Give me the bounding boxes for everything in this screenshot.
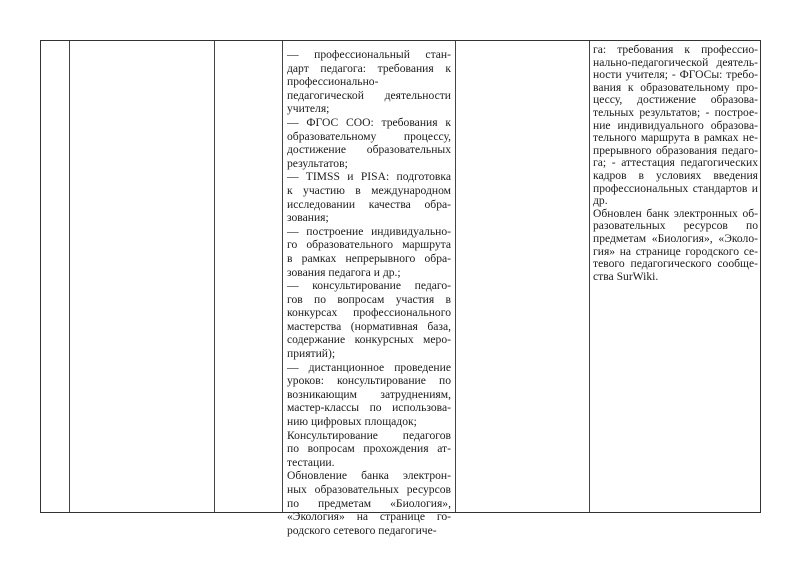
text-line: по вопросам прохождения ат- — [287, 442, 451, 456]
text-line: мастер-классы по использова- — [287, 401, 451, 415]
table-cell-results — [593, 41, 758, 512]
column-divider — [589, 41, 590, 512]
text-line: га; - аттестация педагогических — [593, 157, 758, 170]
text-line: Обновлен банк электронных об- — [593, 207, 758, 220]
paragraph — [593, 208, 758, 284]
text-line: ных образовательных ресурсов — [287, 483, 451, 496]
column-divider — [282, 41, 283, 512]
text-line: — построение индивидуально- — [287, 224, 451, 238]
text-line: педагогической деятельности — [287, 88, 451, 102]
paragraph — [287, 116, 451, 170]
column-divider — [214, 41, 215, 512]
column-divider — [69, 41, 70, 512]
text-line: прерывного образования педаго- — [593, 144, 758, 157]
text-line: — ФГОС СОО: требования к — [287, 115, 451, 129]
paragraph — [593, 44, 758, 208]
text-line: Обновление банка электрон- — [287, 469, 451, 483]
text-line: вания к образовательному про- — [593, 81, 758, 94]
text-line: — дистанционное проведение — [287, 360, 451, 374]
text-line: профессионально- — [287, 75, 379, 89]
text-line: цессу, достижение образова- — [593, 94, 758, 107]
text-line: нию цифровых площадок; — [287, 415, 417, 429]
text-line: разовательных ресурсов по — [593, 220, 758, 233]
text-line: ние индивидуального образова- — [593, 119, 758, 132]
paragraph — [287, 361, 451, 429]
text-line: тельных результатов; - построе- — [593, 106, 758, 119]
text-line: приятий); — [287, 347, 336, 361]
text-line: учителя; — [287, 102, 330, 116]
paragraph — [287, 279, 451, 361]
text-line: по предметам «Биология», — [287, 496, 451, 510]
text-line: ства SurWiki. — [593, 270, 659, 283]
text-line: к участию в международном — [287, 183, 451, 197]
paragraph — [287, 225, 451, 279]
text-line: дарт педагога: требования к — [287, 61, 451, 75]
text-line: гия» на странице городского се- — [593, 245, 758, 258]
text-line: гов по вопросам участия в — [287, 292, 451, 306]
text-line: Консультирование педагогов — [287, 428, 451, 442]
text-line: тестации. — [287, 455, 335, 469]
text-line: достижение образовательных — [287, 143, 451, 157]
text-line: ности учителя; - ФГОСы: требо- — [593, 69, 758, 82]
text-line: тевого педагогического сообще- — [593, 258, 758, 271]
text-line: нально-педагогической деятель- — [593, 56, 758, 69]
text-line: мастерства (нормативная база, — [287, 319, 451, 333]
text-line: др. — [593, 195, 608, 208]
text-line: «Экология» на странице го- — [287, 510, 451, 524]
text-line: содержание конкурсных меро- — [287, 333, 451, 347]
column-divider — [455, 41, 456, 512]
paragraph — [287, 170, 451, 224]
text-line: зования педагога и др.; — [287, 265, 401, 279]
text-line: образовательному процессу, — [287, 129, 451, 143]
paragraph — [287, 48, 451, 116]
text-line: родского сетевого педагогиче- — [287, 523, 437, 537]
text-line: го образовательного маршрута — [287, 238, 451, 252]
text-line: — TIMSS и PISA: подготовка — [287, 170, 451, 184]
text-line: кадров в условиях введения — [593, 169, 758, 182]
table-cell-activities — [287, 41, 451, 537]
paragraph — [287, 429, 451, 470]
text-line: предметам «Биология», «Эколо- — [593, 232, 758, 245]
text-line: исследовании качества обра- — [287, 197, 451, 211]
text-line: конкурсах профессионального — [287, 306, 451, 320]
text-line: — профессиональный стан- — [287, 48, 451, 61]
text-line: в рамках непрерывного обра- — [287, 251, 451, 265]
text-line: возникающим затруднениям, — [287, 387, 451, 401]
text-line: профессиональных стандартов и — [593, 182, 758, 195]
document-table — [40, 40, 761, 537]
text-line: уроков: консультирование по — [287, 374, 451, 388]
text-line: га: требования к профессио- — [593, 44, 758, 56]
text-line: зования; — [287, 211, 329, 225]
text-line: тельного маршрута в рамках не- — [593, 132, 758, 145]
paragraph — [287, 469, 451, 537]
text-line: — консультирование педаго- — [287, 279, 451, 293]
text-line: результатов; — [287, 156, 348, 170]
